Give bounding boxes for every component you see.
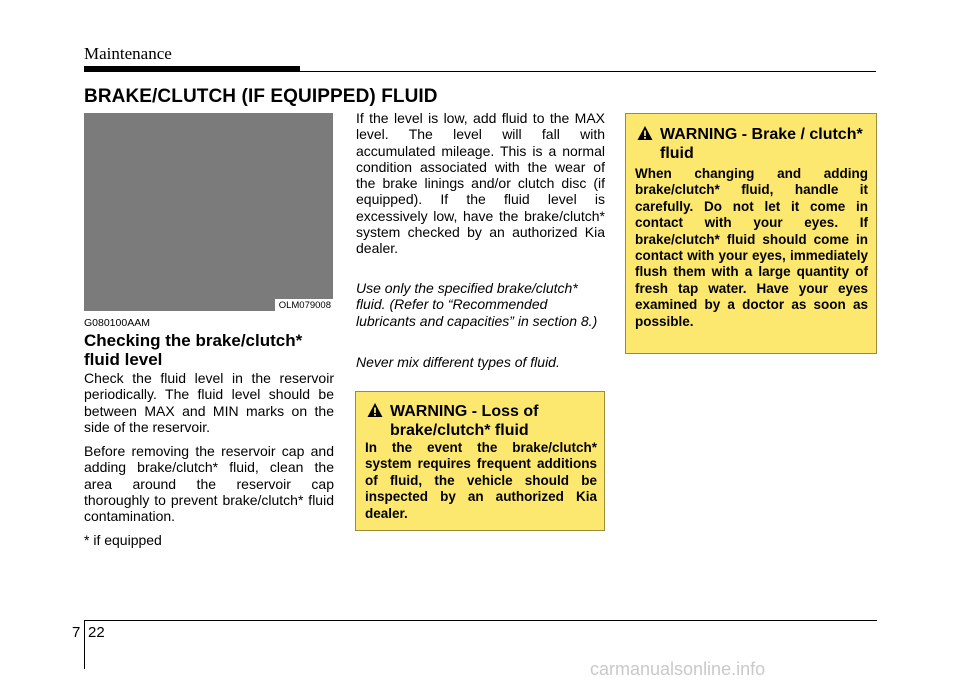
header-bar-thick	[84, 66, 300, 72]
low-level-paragraph: If the level is low, add fluid to the MAX level. The level will fall with accumulated mileage. This is a normal condition associated with the wear of the brake linings and/or clutch disc (if equipped). If the fluid level is excessively low, have the brake/clutch* system checked by an authorized Kia dealer.	[356, 110, 605, 257]
footer-rule	[84, 620, 877, 621]
chapter-number: 7	[72, 624, 81, 641]
page-number: 22	[88, 624, 105, 641]
section-title: BRAKE/CLUTCH (IF EQUIPPED) FLUID	[84, 86, 438, 107]
specified-fluid-note: Use only the specified brake/clutch* fluid. (Refer to “Recommended lubricants and capacities” in section 8.)	[356, 280, 598, 329]
subsection-heading: Checking the brake/clutch* fluid level	[84, 331, 303, 369]
warning-title: WARNING - Loss of brake/clutch* fluid	[390, 403, 539, 439]
header-rule	[300, 71, 876, 72]
reservoir-photo	[84, 113, 333, 311]
watermark: carmanualsonline.info	[590, 659, 766, 679]
footer-divider	[84, 620, 85, 669]
no-mix-note: Never mix different types of fluid.	[356, 354, 560, 370]
warning-title: WARNING - Brake / clutch* fluid	[660, 126, 863, 162]
warning-box-brake-fluid	[625, 113, 877, 354]
footnote: * if equipped	[84, 532, 162, 548]
warning-text: In the event the brake/clutch* system requires frequent additions of fluid, the vehicle should be inspected by an authorized Kia dealer.	[365, 440, 597, 521]
clean-cap-paragraph: Before removing the reservoir cap and adding brake/clutch* fluid, clean the area around the reservoir cap thoroughly to prevent brake/clutch* fluid contamination.	[84, 443, 334, 525]
check-level-paragraph: Check the fluid level in the reservoir periodically. The fluid level should be between MAX and MIN marks on the side of the reservoir.	[84, 370, 334, 435]
reference-code: G080100AAM	[84, 317, 150, 329]
header-title: Maintenance	[84, 44, 172, 63]
warning-triangle-icon	[637, 125, 653, 141]
warning-triangle-icon	[367, 402, 383, 418]
photo-code: OLM079008	[275, 299, 333, 311]
warning-box-fluid-loss	[355, 391, 605, 531]
warning-text: When changing and adding brake/clutch* fluid, handle it carefully. Do not let it come in contact with your eyes. If brake/clutch* fluid should come in contact with your eyes, immediately flush them with a large quantity of fresh tap water. Have your eyes examined by a doctor as soon as possible.	[635, 166, 868, 329]
